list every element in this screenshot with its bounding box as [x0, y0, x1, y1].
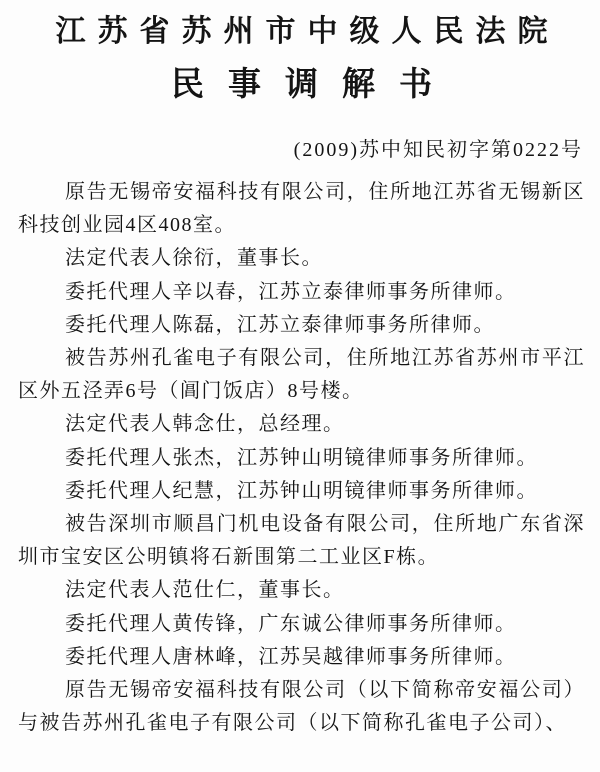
court-name-title: 江苏省苏州市中级人民法院: [55, 15, 560, 48]
body-paragraph: 委托代理人辛以春，江苏立泰律师事务所律师。: [65, 280, 517, 303]
body-paragraph: 被告苏州孔雀电子有限公司，住所地江苏省苏州市平江区外五泾弄6号（阊门饭店）8号楼。: [18, 347, 585, 403]
body-paragraph: 法定代表人范仕仁，董事长。: [65, 579, 345, 602]
body-paragraph: 法定代表人韩念仕，总经理。: [65, 413, 345, 436]
body-paragraph: 原告无锡帝安福科技有限公司，住所地江苏省无锡新区科技创业园4区408室。: [18, 181, 585, 237]
document-body: [18, 176, 585, 740]
case-number: (2009)苏中知民初字第0222号: [293, 139, 583, 161]
body-paragraph: 原告无锡帝安福科技有限公司（以下简称帝安福公司）与被告苏州孔雀电子有限公司（以下简称孔雀电子公司）、: [18, 679, 585, 735]
body-paragraph: 委托代理人黄传锋，广东诚公律师事务所律师。: [65, 612, 517, 635]
body-paragraph: 委托代理人纪慧，江苏钟山明镜律师事务所律师。: [65, 479, 538, 502]
document-type-title: 民事调解书: [171, 67, 456, 103]
body-paragraph: 委托代理人张杰，江苏钟山明镜律师事务所律师。: [65, 446, 538, 469]
body-paragraph: 委托代理人唐林峰，江苏吴越律师事务所律师。: [65, 645, 517, 668]
body-paragraph: 被告深圳市顺昌门机电设备有限公司，住所地广东省深圳市宝安区公明镇将石新围第二工业区F栋。: [18, 513, 585, 569]
body-paragraph: 委托代理人陈磊，江苏立泰律师事务所律师。: [65, 313, 495, 336]
body-paragraph: 法定代表人徐衍，董事长。: [65, 247, 323, 270]
